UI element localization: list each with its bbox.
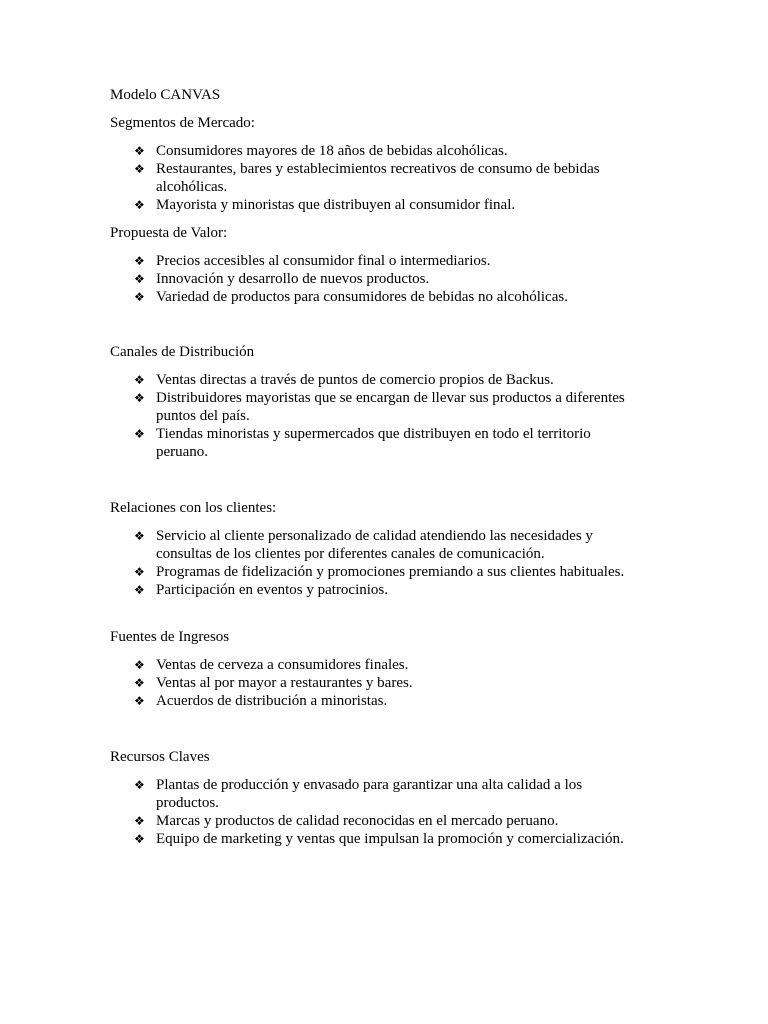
list-item-line: Ventas de cerveza a consumidores finales. xyxy=(156,657,409,673)
list-item-text xyxy=(156,656,656,674)
list-item-text xyxy=(156,270,656,288)
diamond-bullet-icon: ❖ xyxy=(134,272,145,286)
list-item-text xyxy=(156,196,656,214)
list-item-line: Marcas y productos de calidad reconocidas en el mercado peruano. xyxy=(156,813,559,829)
section-heading: Segmentos de Mercado: xyxy=(110,115,255,131)
list-item-line: Servicio al cliente personalizado de calidad atendiendo las necesidades y xyxy=(156,528,593,544)
list-item-text xyxy=(156,389,656,425)
list-item-line: Equipo de marketing y ventas que impulsan la promoción y comercialización. xyxy=(156,831,624,847)
diamond-bullet-icon: ❖ xyxy=(134,254,145,268)
list-item-text xyxy=(156,692,656,710)
list-item-line: Variedad de productos para consumidores de bebidas no alcohólicas. xyxy=(156,289,568,305)
diamond-bullet-icon: ❖ xyxy=(134,198,145,212)
list-item-line: Consumidores mayores de 18 años de bebidas alcohólicas. xyxy=(156,143,508,159)
list-item-text xyxy=(156,142,656,160)
diamond-bullet-icon: ❖ xyxy=(134,694,145,708)
list-item-line: Acuerdos de distribución a minoristas. xyxy=(156,693,388,709)
list-item-text xyxy=(156,776,656,812)
list-item-line: productos. xyxy=(156,795,219,811)
section-heading: Relaciones con los clientes: xyxy=(110,500,277,516)
diamond-bullet-icon: ❖ xyxy=(134,144,145,158)
section-heading: Propuesta de Valor: xyxy=(110,225,228,241)
list-item-line: Distribuidores mayoristas que se encargan de llevar sus productos a diferentes xyxy=(156,390,625,406)
diamond-bullet-icon: ❖ xyxy=(134,676,145,690)
diamond-bullet-icon: ❖ xyxy=(134,814,145,828)
list-item-line: Ventas directas a través de puntos de comercio propios de Backus. xyxy=(156,372,554,388)
list-item-text xyxy=(156,581,656,599)
list-item-line: peruano. xyxy=(156,444,209,460)
diamond-bullet-icon: ❖ xyxy=(134,658,145,672)
section-heading: Canales de Distribución xyxy=(110,344,255,360)
list-item-line: Restaurantes, bares y establecimientos recreativos de consumo de bebidas xyxy=(156,161,600,177)
diamond-bullet-icon: ❖ xyxy=(134,583,145,597)
list-item-line: consultas de los clientes por diferentes canales de comunicación. xyxy=(156,546,545,562)
document-title: Modelo CANVAS xyxy=(110,87,221,103)
list-item-line: alcohólicas. xyxy=(156,179,228,195)
diamond-bullet-icon: ❖ xyxy=(134,290,145,304)
list-item-line: Participación en eventos y patrocinios. xyxy=(156,582,389,598)
list-item-text xyxy=(156,371,656,389)
diamond-bullet-icon: ❖ xyxy=(134,778,145,792)
list-item-line: Tiendas minoristas y supermercados que distribuyen en todo el territorio xyxy=(156,426,591,442)
list-item-text xyxy=(156,527,656,563)
diamond-bullet-icon: ❖ xyxy=(134,162,145,176)
diamond-bullet-icon: ❖ xyxy=(134,373,145,387)
list-item-line: puntos del país. xyxy=(156,408,250,424)
diamond-bullet-icon: ❖ xyxy=(134,832,145,846)
list-item-text xyxy=(156,425,656,461)
diamond-bullet-icon: ❖ xyxy=(134,565,145,579)
list-item-text xyxy=(156,288,656,306)
diamond-bullet-icon: ❖ xyxy=(134,391,145,405)
section-heading: Recursos Claves xyxy=(110,749,210,765)
section-heading: Fuentes de Ingresos xyxy=(110,629,230,645)
diamond-bullet-icon: ❖ xyxy=(134,427,145,441)
list-item-line: Programas de fidelización y promociones premiando a sus clientes habituales. xyxy=(156,564,625,580)
list-item-text xyxy=(156,830,656,848)
list-item-line: Ventas al por mayor a restaurantes y bares. xyxy=(156,675,413,691)
list-item-text xyxy=(156,563,656,581)
list-item-text xyxy=(156,674,656,692)
list-item-text xyxy=(156,812,656,830)
list-item-text xyxy=(156,252,656,270)
list-item-line: Plantas de producción y envasado para garantizar una alta calidad a los xyxy=(156,777,583,793)
list-item-text xyxy=(156,160,656,196)
diamond-bullet-icon: ❖ xyxy=(134,529,145,543)
list-item-line: Precios accesibles al consumidor final o intermediarios. xyxy=(156,253,491,269)
list-item-line: Mayorista y minoristas que distribuyen al consumidor final. xyxy=(156,197,516,213)
list-item-line: Innovación y desarrollo de nuevos productos. xyxy=(156,271,430,287)
